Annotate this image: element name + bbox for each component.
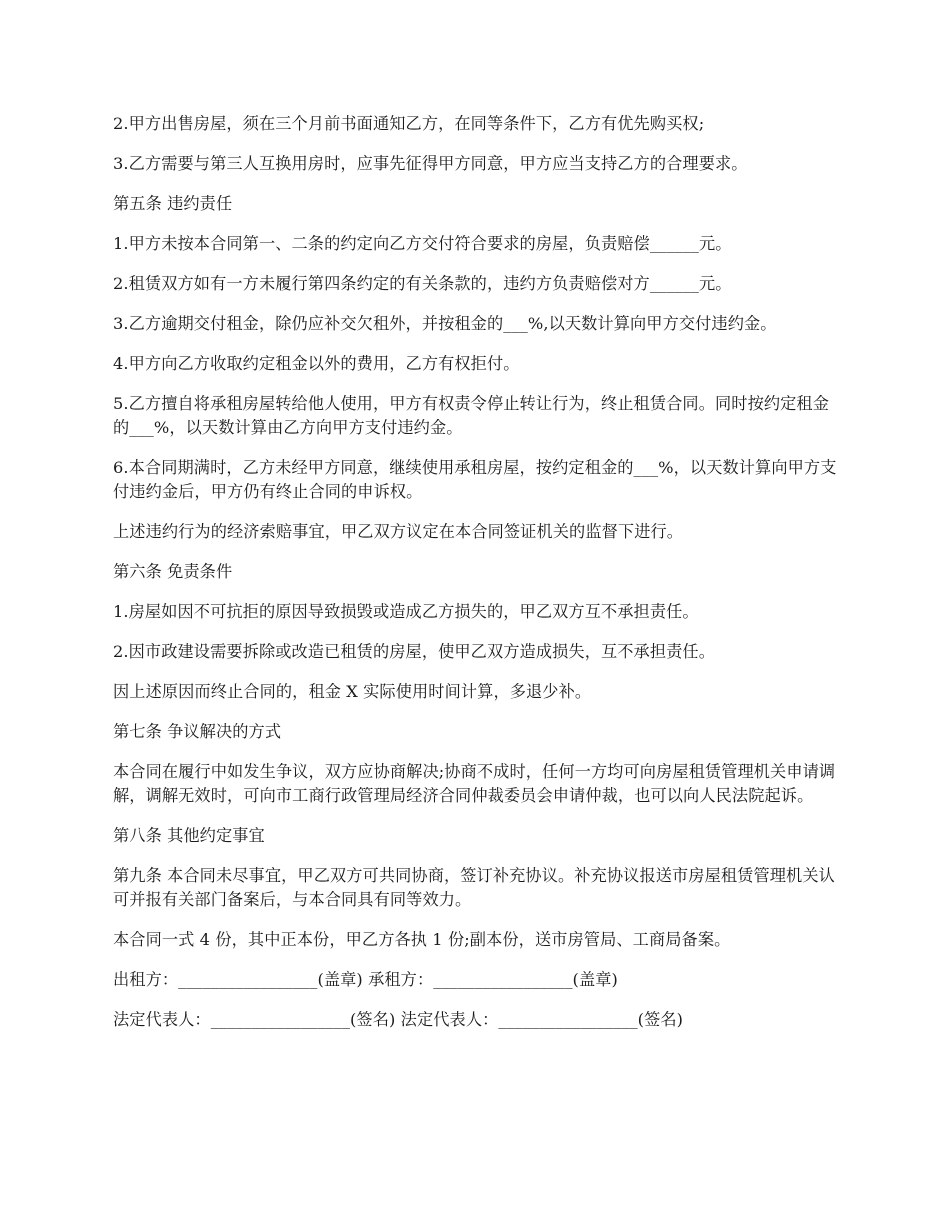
clause-6-item-1: 1.房屋如因不可抗拒的原因导致损毁或造成乙方损失的，甲乙双方互不承担责任。	[113, 602, 699, 621]
copies-note: 本合同一式 4 份，其中正本份，甲乙方各执 1 份;副本份，送市房管局、工商局备案。	[113, 930, 731, 949]
clause-9-body: 第九条 本合同未尽事宜，甲乙双方可共同协商，签订补充协议。补充协议报送市房屋租赁管理机关认可并报有关部门备案后，与本合同具有同等效力。	[113, 866, 835, 909]
clause-5-item-1: 1.甲方未按本合同第一、二条的约定向乙方交付符合要求的房屋，负责赔偿______元。	[113, 234, 732, 253]
clause-6-item-2: 2.因市政建设需要拆除或改造已租赁的房屋，使甲乙双方造成损失，互不承担责任。	[113, 642, 715, 661]
clause-5-heading: 第五条 违约责任	[113, 194, 233, 213]
clause-6-heading: 第六条 免责条件	[113, 562, 233, 581]
clause-6-note: 因上述原因而终止合同的，租金 X 实际使用时间计算，多退少补。	[113, 682, 592, 701]
signature-line-representatives: 法定代表人：_________________(签名) 法定代表人：_________________(签名)	[113, 1010, 684, 1029]
clause-4-item-2: 2.甲方出售房屋，须在三个月前书面通知乙方，在同等条件下，乙方有优先购买权;	[113, 114, 705, 133]
clause-5-item-5: 5.乙方擅自将承租房屋转给他人使用，甲方有权责令停止转让行为，终止租赁合同。同时按约定租金的___%，以天数计算由乙方向甲方支付违约金。	[113, 394, 830, 437]
document-page	[113, 112, 843, 1048]
clause-5-item-6: 6.本合同期满时，乙方未经甲方同意，继续使用承租房屋，按约定租金的___%，以天数计算向甲方支付违约金后，甲方仍有终止合同的申诉权。	[113, 458, 837, 501]
clause-7-heading: 第七条 争议解决的方式	[113, 722, 282, 741]
clause-4-item-3: 3.乙方需要与第三人互换用房时，应事先征得甲方同意，甲方应当支持乙方的合理要求。	[113, 154, 748, 173]
clause-5-item-3: 3.乙方逾期交付租金，除仍应补交欠租外，并按租金的___%,以天数计算向甲方交付违约金。	[113, 314, 777, 333]
clause-5-note: 上述违约行为的经济索赔事宜，甲乙双方议定在本合同签证机关的监督下进行。	[113, 522, 684, 541]
clause-5-item-2: 2.租赁双方如有一方未履行第四条约定的有关条款的，违约方负责赔偿对方______元。	[113, 274, 732, 293]
clause-8-heading: 第八条 其他约定事宜	[113, 826, 265, 845]
clause-7-body: 本合同在履行中如发生争议，双方应协商解决;协商不成时，任何一方均可向房屋租赁管理机关申请调解，调解无效时，可向市工商行政管理局经济合同仲裁委员会申请仲裁，也可以向人民法院起诉。	[113, 762, 836, 805]
clause-5-item-4: 4.甲方向乙方收取约定租金以外的费用，乙方有权拒付。	[113, 354, 520, 373]
signature-line-parties: 出租方：_________________(盖章) 承租方：_________________(盖章)	[113, 970, 618, 989]
